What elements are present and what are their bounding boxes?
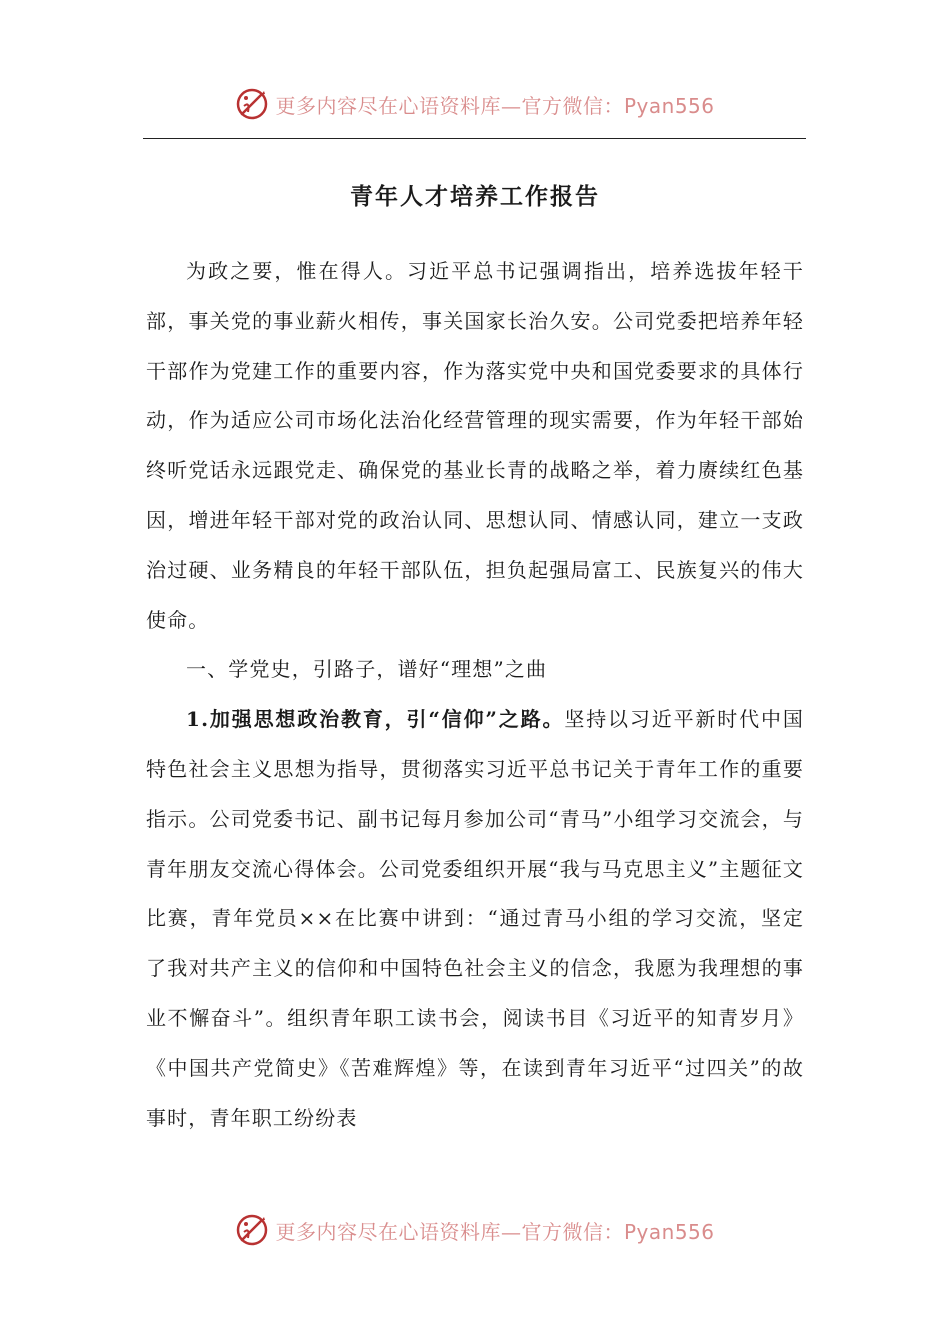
document-body <box>146 247 804 1143</box>
header-watermark <box>0 84 950 124</box>
intro-paragraph: 为政之要，惟在得人。习近平总书记强调指出，培养选拔年轻干部，事关党的事业薪火相传，事关国家长治久安。公司党委把培养年轻干部作为党建工作的重要内容，作为落实党中央和国党委要求的具体行动，作为适应公司市场化法治化经营管理的现实需要，作为年轻干部始终听党话永远跟党走、确保党的基业长青的战略之举，着力赓续红色基因，增进年轻干部对党的政治认同、思想认同、情感认同，建立一支政治过硬、业务精良的年轻干部队伍，担负起强局富工、民族复兴的伟大使命。 <box>146 259 804 632</box>
item-heading: 1.加强思想政治教育，引“信仰”之路。 <box>186 707 565 732</box>
footer-wechat-id: Pyan556 <box>623 1219 715 1244</box>
footer-watermark-text: 更多内容尽在心语资料库—官方微信： <box>275 1219 624 1244</box>
item-text: 坚持以习近平新时代中国特色社会主义思想为指导，贯彻落实习近平总书记关于青年工作的重要指示。公司党委书记、副书记每月参加公司“青马”小组学习交流会，与青年朋友交流心得体会。公司党委组织开展“我与马克思主义”主题征文比赛，青年党员××在比赛中讲到：“通过青马小组的学习交流，坚定了我对共产主义的信仰和中国特色社会主义的信念，我愿为我理想的事业不懈奋斗”。组织青年职工读书会，阅读书目《习近平的知青岁月》《中国共产党简史》《苦难辉煌》等，在读到青年习近平“过四关”的故事时，青年职工纷纷表 <box>146 707 804 1130</box>
brush-logo-icon <box>235 87 269 121</box>
header-watermark-text: 更多内容尽在心语资料库—官方微信： <box>275 93 624 118</box>
item-paragraph <box>146 695 804 1143</box>
header-wechat-id: Pyan556 <box>623 93 715 118</box>
brush-logo-icon <box>235 1213 269 1247</box>
section-heading: 一、学党史，引路子，谱好“理想”之曲 <box>186 657 548 682</box>
header-divider <box>143 138 806 139</box>
footer-watermark <box>0 1210 950 1250</box>
document-title: 青年人才培养工作报告 <box>350 183 600 210</box>
